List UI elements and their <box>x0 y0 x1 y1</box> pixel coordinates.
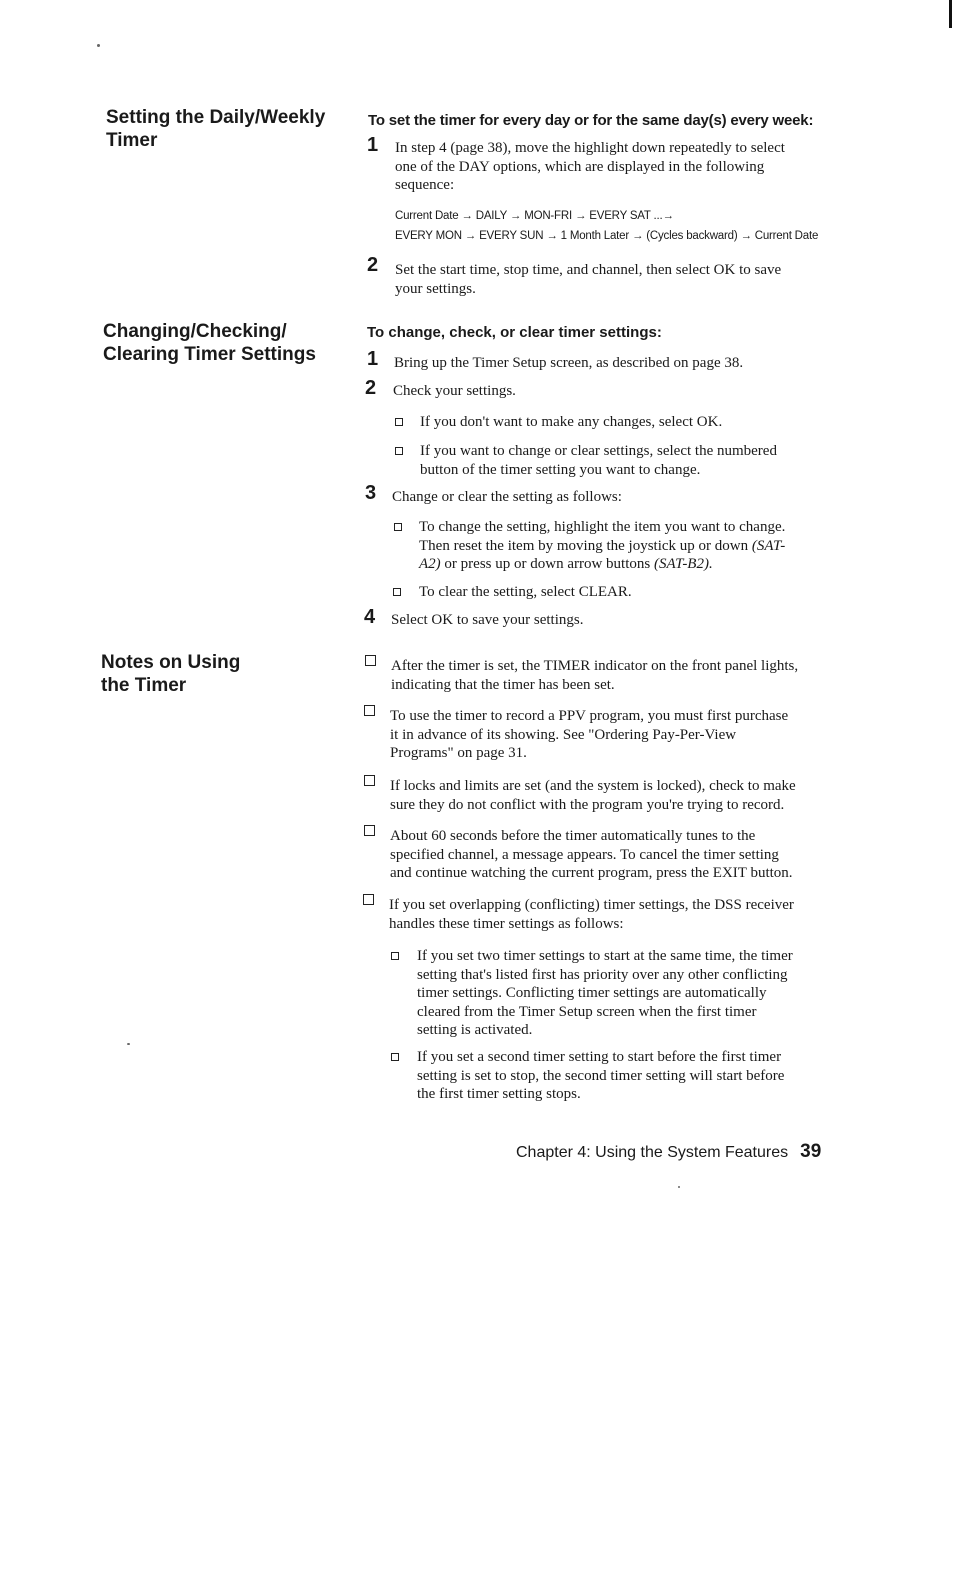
subheading-changing: To change, check, or clear timer settings: <box>367 324 662 341</box>
step-number: 2 <box>365 377 377 399</box>
scan-speck <box>97 44 100 47</box>
note-text: To use the timer to record a PPV program, you must first purchase it in advance of its showing. See "Ordering Pay-Per-View Programs" on page 31. <box>390 708 789 762</box>
note-text: If you set overlapping (conflicting) timer settings, the DSS receiver handles these timer settings as follows: <box>389 897 794 932</box>
step-number: 4 <box>364 606 376 628</box>
step-text: Select OK to save your settings. <box>391 612 584 628</box>
bullet-box <box>395 447 403 455</box>
note-text: About 60 seconds before the timer automatically tunes to the specified channel, a message appears. To cancel the timer setting and continue watching the current program, press the EXIT button. <box>390 828 793 882</box>
page-number: 39 <box>800 1141 822 1162</box>
step-text: In step 4 (page 38), move the highlight down repeatedly to select one of the DAY options, which are displayed in the following sequence: <box>395 140 785 194</box>
sub-bullet-box <box>391 1053 399 1061</box>
step-number: 2 <box>367 254 379 276</box>
day-options-sequence: Current Date → DAILY → MON-FRI → EVERY SAT ...→ EVERY MON → EVERY SUN → 1 Month Later → (Cycles backward) → Current Date <box>395 210 819 242</box>
step-number: 1 <box>367 134 379 156</box>
note-text: If locks and limits are set (and the system is locked), check to make sure they do not conflict with the program you're trying to record. <box>390 778 796 813</box>
section-title-notes: Notes on Using the Timer <box>101 652 241 696</box>
bullet-text: If you don't want to make any changes, select OK. <box>420 414 723 430</box>
bullet-text: To change the setting, highlight the item you want to change. Then reset the item by moving the joystick up or down (SAT- A2) or press up or down arrow buttons (SAT-B2). <box>419 519 786 573</box>
step-text: Check your settings. <box>393 383 516 399</box>
step-text: Change or clear the setting as follows: <box>392 489 622 505</box>
note-bullet-box <box>363 894 374 905</box>
sub-bullet-text: If you set two timer settings to start at the same time, the timer setting that's listed first has priority over any other conflicting timer settings. Conflicting timer settings are automatically cleared from the Timer Setup screen when the first timer setting is activated. <box>417 948 793 1039</box>
section-title-daily-weekly: Setting the Daily/Weekly Timer <box>106 107 326 151</box>
subheading-daily-weekly: To set the timer for every day or for the same day(s) every week: <box>368 112 814 129</box>
bullet-text: To clear the setting, select CLEAR. <box>419 584 632 600</box>
step-text: Bring up the Timer Setup screen, as described on page 38. <box>394 355 744 371</box>
note-bullet-box <box>364 825 375 836</box>
note-bullet-box <box>364 705 375 716</box>
step-number: 1 <box>367 348 379 370</box>
page-edge-mark <box>949 0 952 28</box>
bullet-text: If you want to change or clear settings, select the numbered button of the timer setting you want to change. <box>420 443 777 478</box>
step-text: Set the start time, stop time, and channel, then select OK to save your settings. <box>395 262 782 297</box>
sub-bullet-box <box>391 952 399 960</box>
page-footer <box>516 1141 821 1163</box>
bullet-box <box>395 418 403 426</box>
note-bullet-box <box>365 655 376 666</box>
note-bullet-box <box>364 775 375 786</box>
bullet-box <box>394 523 402 531</box>
section-title-changing: Changing/Checking/ Clearing Timer Settings <box>103 321 316 365</box>
note-text: After the timer is set, the TIMER indicator on the front panel lights, indicating that the timer has been set. <box>391 658 799 693</box>
sub-bullet-text: If you set a second timer setting to start before the first timer setting is set to stop, the second timer setting will start before the first timer setting stops. <box>417 1049 785 1103</box>
chapter-title: Chapter 4: Using the System Features <box>516 1144 789 1161</box>
step-number: 3 <box>365 482 377 504</box>
bullet-box <box>393 588 401 596</box>
scan-speck <box>127 1043 130 1045</box>
scan-speck <box>678 1186 680 1188</box>
